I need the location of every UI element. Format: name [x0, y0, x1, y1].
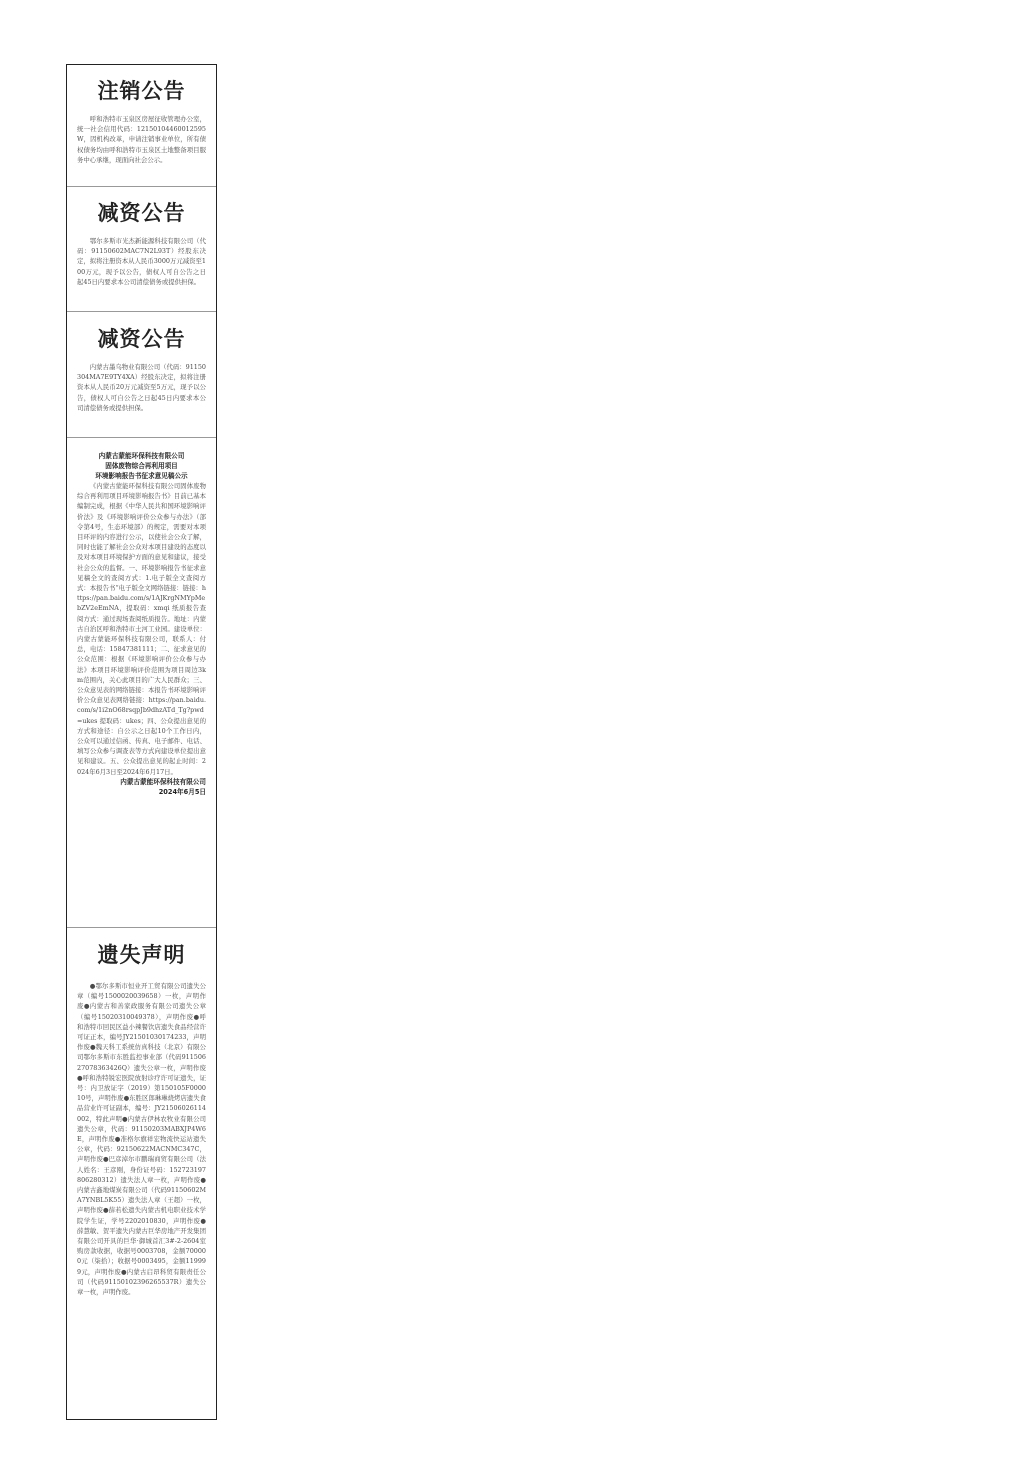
cancellation-notice [67, 75, 216, 185]
notice-title: 注销公告 [97, 79, 186, 103]
lost-body: ●鄂尔多斯市恒业开工贸有限公司遗失公章（编号1500020039658）一枚，声明作废●内蒙古和善家政服务有限公司遗失公章（编号15020310049378），声明作废●呼和浩特市回民区益小辣餐饮店遗失食品经营许可证正本，编号JY21501030174233，声明作废●魏天科工系统仿真科技（北京）有限公司鄂尔多斯市东胜监控事业部（代码91150627078363426Q）遗失公章一枚，声明作废●呼和浩特锐宏医院放射诊疗许可证遗失，证号：内卫放证字（2019）第150105F000010号，声明作废●东胜区郎琳琳烧烤店遗失食品营业许可证副本，编号：JY21506026114002，特此声明●内蒙古伊林农牧业有限公司遗失公章，代码：91150203MABXJP4W6E，声明作废●准格尔旗祥宏物流快运站遗失公章，代码：92150622MACNMC347C，声明作废●巴彦淖尔市鹏瑞商贸有限公司（法人姓名：王彦刚，身份证号码：152723197806280312）遗失法人章一枚，声明作废●内蒙古鑫地煤炭有限公司（代码91150602MA7YNBL5K55）遗失法人章（王超）一枚，声明作废●薛若松遗失内蒙古机电职业技术学院学生证，学号2202010830，声明作废●薛慧敏、贺平遗失内蒙古巨华房地产开发集团有限公司开具的巨华·御城首汇3#-2-2604室购房款收据，收据号0003708，金额700000元（柒拾）；收据号0003495，金额119999元，声明作废●内蒙古启昂科贸有限责任公司（代码91150102396265537R）遗失公章一枚，声明作废。 [77, 982, 206, 1297]
eia-sign-date: 2024年6月5日 [158, 788, 206, 797]
notice-title: 减资公告 [97, 201, 186, 225]
divider [67, 927, 216, 928]
notice-body: 鄂尔多斯市光杰新能源科技有限公司（代码：91150602MAC7N2L93T）经股东决定，拟将注册资本从人民币3000万元减资至100万元，现予以公告，债权人可自公告之日起45日内要求本公司清偿债务或提供担保。 [77, 237, 206, 286]
lost-statement [67, 939, 216, 1409]
notice-title: 减资公告 [97, 327, 186, 351]
notice-body: 内蒙古墨乌物业有限公司（代码：91150304MA7E9TY4XA）经股东决定，拟将注册资本从人民币20万元减资至5万元，现予以公告，债权人可自公告之日起45日内要求本公司清偿债务或提供担保。 [77, 363, 206, 412]
notice-body: 呼和浩特市玉泉区房屋征收管理办公室，统一社会信用代码：12150104460012595W，因机构改革，申请注销事业单位，所有债权债务均由呼和浩特市玉泉区土地整备项目服务中心承继，现面向社会公示。 [77, 115, 206, 164]
eia-heading-line: 内蒙古蒙能环保科技有限公司 [98, 452, 185, 460]
divider [67, 437, 216, 438]
eia-heading-line: 环境影响报告书征求意见稿公示 [95, 472, 188, 480]
eia-body: 《内蒙古蒙能环保科技有限公司固体废物综合再利用项目环境影响报告书》目前已基本编制完成，根据《中华人民共和国环境影响评价法》及《环境影响评价公众参与办法》（部令第4号，生态环境部）的规定，需要对本项目环评的内容进行公示，以使社会公众了解，同时也能了解社会公众对本项目建设的态度以及对本项目环境保护方面的意见和建议，接受社会公众的监督。一、环境影响报告书征求意见稿全文的查阅方式：1.电子版全文查阅方式：本报告书“电子版全文网络链接：链接：https://pan.baidu.com/s/1AJKrgNMYpMebZV2eEmNA，提取码：xmqi 纸质报告查阅方式：通过现场查阅纸质报告。地址：内蒙古自治区呼和浩特市土河工业园。建设单位：内蒙古蒙能环保科技有限公司，联系人：付总，电话：15847381111；二、征求意见的公众范围：根据《环境影响评价公众参与办法》本项目环境影响评价范围为项目周边3km范围内，关心此项目的广大人民群众；三、公众意见表的网络链接：本报告书环境影响评价公众意见表网络链接：https://pan.baidu.com/s/1i2nO68rsqpJb9dhzATd_Tg?pwd=ukes 提取码：ukes；四、公众提出意见的方式和途径：自公示之日起10个工作日内，公众可以通过信函、传真、电子邮件、电话、填写公众参与调查表等方式向建设单位提出意见和建议。五、公众提出意见的起止时间：2024年6月3日至2024年6月17日。 [77, 482, 206, 776]
capital-reduction-notice-2 [67, 323, 216, 435]
eia-heading-line: 固体废物综合再利用项目 [105, 462, 178, 470]
eia-public-notice [67, 451, 216, 927]
eia-sign-company: 内蒙古蒙能环保科技有限公司 [120, 777, 206, 786]
divider [67, 311, 216, 312]
lost-title: 遗失声明 [97, 943, 186, 967]
notice-column [66, 64, 217, 1420]
capital-reduction-notice-1 [67, 197, 216, 309]
divider [67, 186, 216, 187]
